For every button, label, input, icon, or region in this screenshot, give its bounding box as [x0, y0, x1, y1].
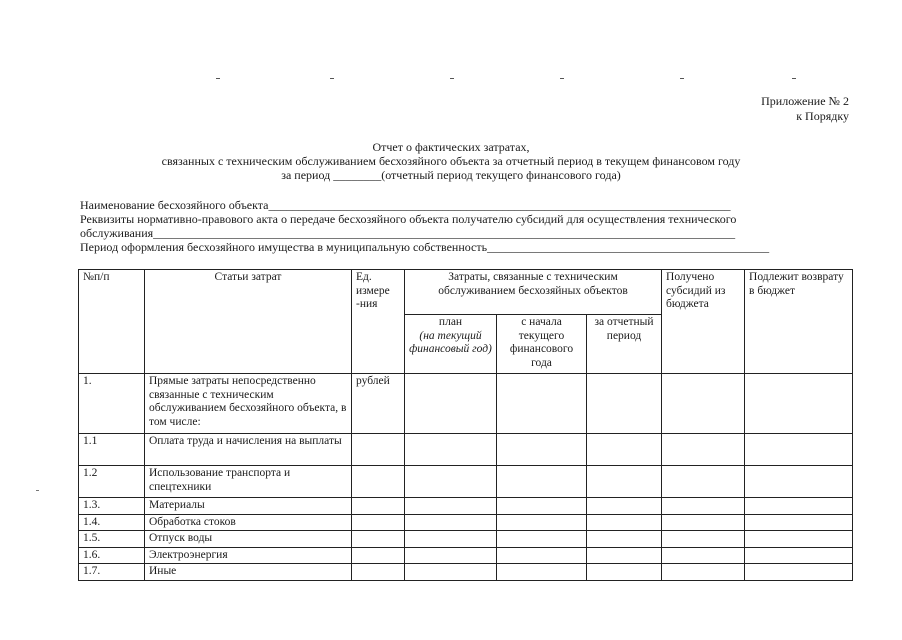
- row-item: Иные: [145, 564, 352, 581]
- row-received-cell[interactable]: [662, 531, 745, 548]
- row-received-cell[interactable]: [662, 498, 745, 515]
- table-row: [79, 466, 853, 498]
- row-received-cell[interactable]: [662, 564, 745, 581]
- field-act-details: Реквизиты нормативно-правового акта о передаче бесхозяйного объекта получателю субсидий для осуществления технического: [80, 212, 737, 226]
- table-header-row: [79, 270, 853, 315]
- row-period-cell[interactable]: [587, 547, 662, 564]
- row-plan-cell[interactable]: [405, 514, 497, 531]
- row-unit: [352, 466, 405, 498]
- row-ytd-cell[interactable]: [497, 466, 587, 498]
- header-plan: [405, 315, 497, 374]
- row-period-cell[interactable]: [587, 564, 662, 581]
- row-num: 1.2: [79, 466, 145, 498]
- table-row: [79, 434, 853, 466]
- title-line-3: за период ________(отчетный период текущего финансового года): [281, 168, 621, 182]
- row-plan-cell[interactable]: [405, 564, 497, 581]
- header-unit: Ед. измере -ния: [352, 270, 405, 374]
- row-unit: [352, 514, 405, 531]
- header-num: №п/п: [79, 270, 145, 374]
- row-ytd-cell[interactable]: [497, 531, 587, 548]
- row-ytd-cell[interactable]: [497, 564, 587, 581]
- scan-artifact-mark: [36, 490, 39, 491]
- row-period-cell[interactable]: [587, 374, 662, 434]
- title-line-2: связанных с техническим обслуживанием бесхозяйного объекта за отчетный период в текущем финансовом году: [161, 154, 741, 168]
- table-row: [79, 514, 853, 531]
- row-received-cell[interactable]: [662, 514, 745, 531]
- row-refund-cell[interactable]: [745, 547, 853, 564]
- row-unit: рублей: [352, 374, 405, 434]
- row-period-cell[interactable]: [587, 498, 662, 515]
- row-num: 1.5.: [79, 531, 145, 548]
- row-unit: [352, 434, 405, 466]
- row-item: Оплата труда и начисления на выплаты: [145, 434, 352, 466]
- row-ytd-cell[interactable]: [497, 374, 587, 434]
- row-ytd-cell[interactable]: [497, 547, 587, 564]
- row-refund-cell[interactable]: [745, 514, 853, 531]
- field-registration-period: Период оформления бесхозяйного имущества в муниципальную собственность_______________________________________________: [80, 240, 770, 254]
- row-num: 1.6.: [79, 547, 145, 564]
- header-item: Статьи затрат: [145, 270, 352, 374]
- table-row: [79, 531, 853, 548]
- header-received: Получено субсидий из бюджета: [662, 270, 745, 374]
- appendix-number: Приложение № 2: [761, 94, 849, 108]
- row-received-cell[interactable]: [662, 547, 745, 564]
- header-plan-label: план: [438, 316, 463, 328]
- appendix-order: к Порядку: [796, 109, 849, 123]
- table-row: [79, 564, 853, 581]
- row-item: Отпуск воды: [145, 531, 352, 548]
- title-line-1: Отчет о фактических затратах,: [372, 140, 530, 154]
- row-unit: [352, 498, 405, 515]
- row-plan-cell[interactable]: [405, 374, 497, 434]
- row-period-cell[interactable]: [587, 531, 662, 548]
- row-num: 1.: [79, 374, 145, 434]
- row-plan-cell[interactable]: [405, 547, 497, 564]
- row-ytd-cell[interactable]: [497, 498, 587, 515]
- table-row: [79, 374, 853, 434]
- cost-report-table: [78, 269, 853, 581]
- row-refund-cell[interactable]: [745, 466, 853, 498]
- row-unit: [352, 547, 405, 564]
- row-plan-cell[interactable]: [405, 498, 497, 515]
- row-unit: [352, 531, 405, 548]
- header-refund: Подлежит возврату в бюджет: [745, 270, 853, 374]
- row-num: 1.3.: [79, 498, 145, 515]
- header-plan-note: (на текущий финансовый год): [409, 329, 492, 355]
- row-item: Электроэнергия: [145, 547, 352, 564]
- row-received-cell[interactable]: [662, 434, 745, 466]
- field-object-name: Наименование бесхозяйного объекта_____________________________________________________________________________: [80, 198, 731, 212]
- row-period-cell[interactable]: [587, 466, 662, 498]
- row-ytd-cell[interactable]: [497, 514, 587, 531]
- row-unit: [352, 564, 405, 581]
- row-period-cell[interactable]: [587, 514, 662, 531]
- row-received-cell[interactable]: [662, 466, 745, 498]
- row-received-cell[interactable]: [662, 374, 745, 434]
- table-row: [79, 498, 853, 515]
- header-year-to-date: с начала текущего финансового года: [497, 315, 587, 374]
- row-item: Прямые затраты непосредственно связанные с техническим обслуживанием бесхозяйного объекта, в том числе:: [145, 374, 352, 434]
- header-reporting-period: за отчетный период: [587, 315, 662, 374]
- row-refund-cell[interactable]: [745, 531, 853, 548]
- row-refund-cell[interactable]: [745, 434, 853, 466]
- row-plan-cell[interactable]: [405, 434, 497, 466]
- report-fields: [80, 198, 792, 254]
- row-item: Материалы: [145, 498, 352, 515]
- appendix-reference: [761, 94, 849, 124]
- row-num: 1.1: [79, 434, 145, 466]
- row-num: 1.4.: [79, 514, 145, 531]
- scan-artifacts: [0, 0, 902, 90]
- row-num: 1.7.: [79, 564, 145, 581]
- row-refund-cell[interactable]: [745, 374, 853, 434]
- header-costs-group: Затраты, связанные с техническим обслуживанием бесхозяйных объектов: [405, 270, 662, 315]
- table-row: [79, 547, 853, 564]
- row-refund-cell[interactable]: [745, 564, 853, 581]
- row-period-cell[interactable]: [587, 434, 662, 466]
- row-plan-cell[interactable]: [405, 531, 497, 548]
- row-refund-cell[interactable]: [745, 498, 853, 515]
- row-item: Использование транспорта и спецтехники: [145, 466, 352, 498]
- field-act-details-cont: обслуживания_________________________________________________________________________________________________: [80, 226, 736, 240]
- row-ytd-cell[interactable]: [497, 434, 587, 466]
- row-plan-cell[interactable]: [405, 466, 497, 498]
- report-title: [60, 140, 842, 182]
- row-item: Обработка стоков: [145, 514, 352, 531]
